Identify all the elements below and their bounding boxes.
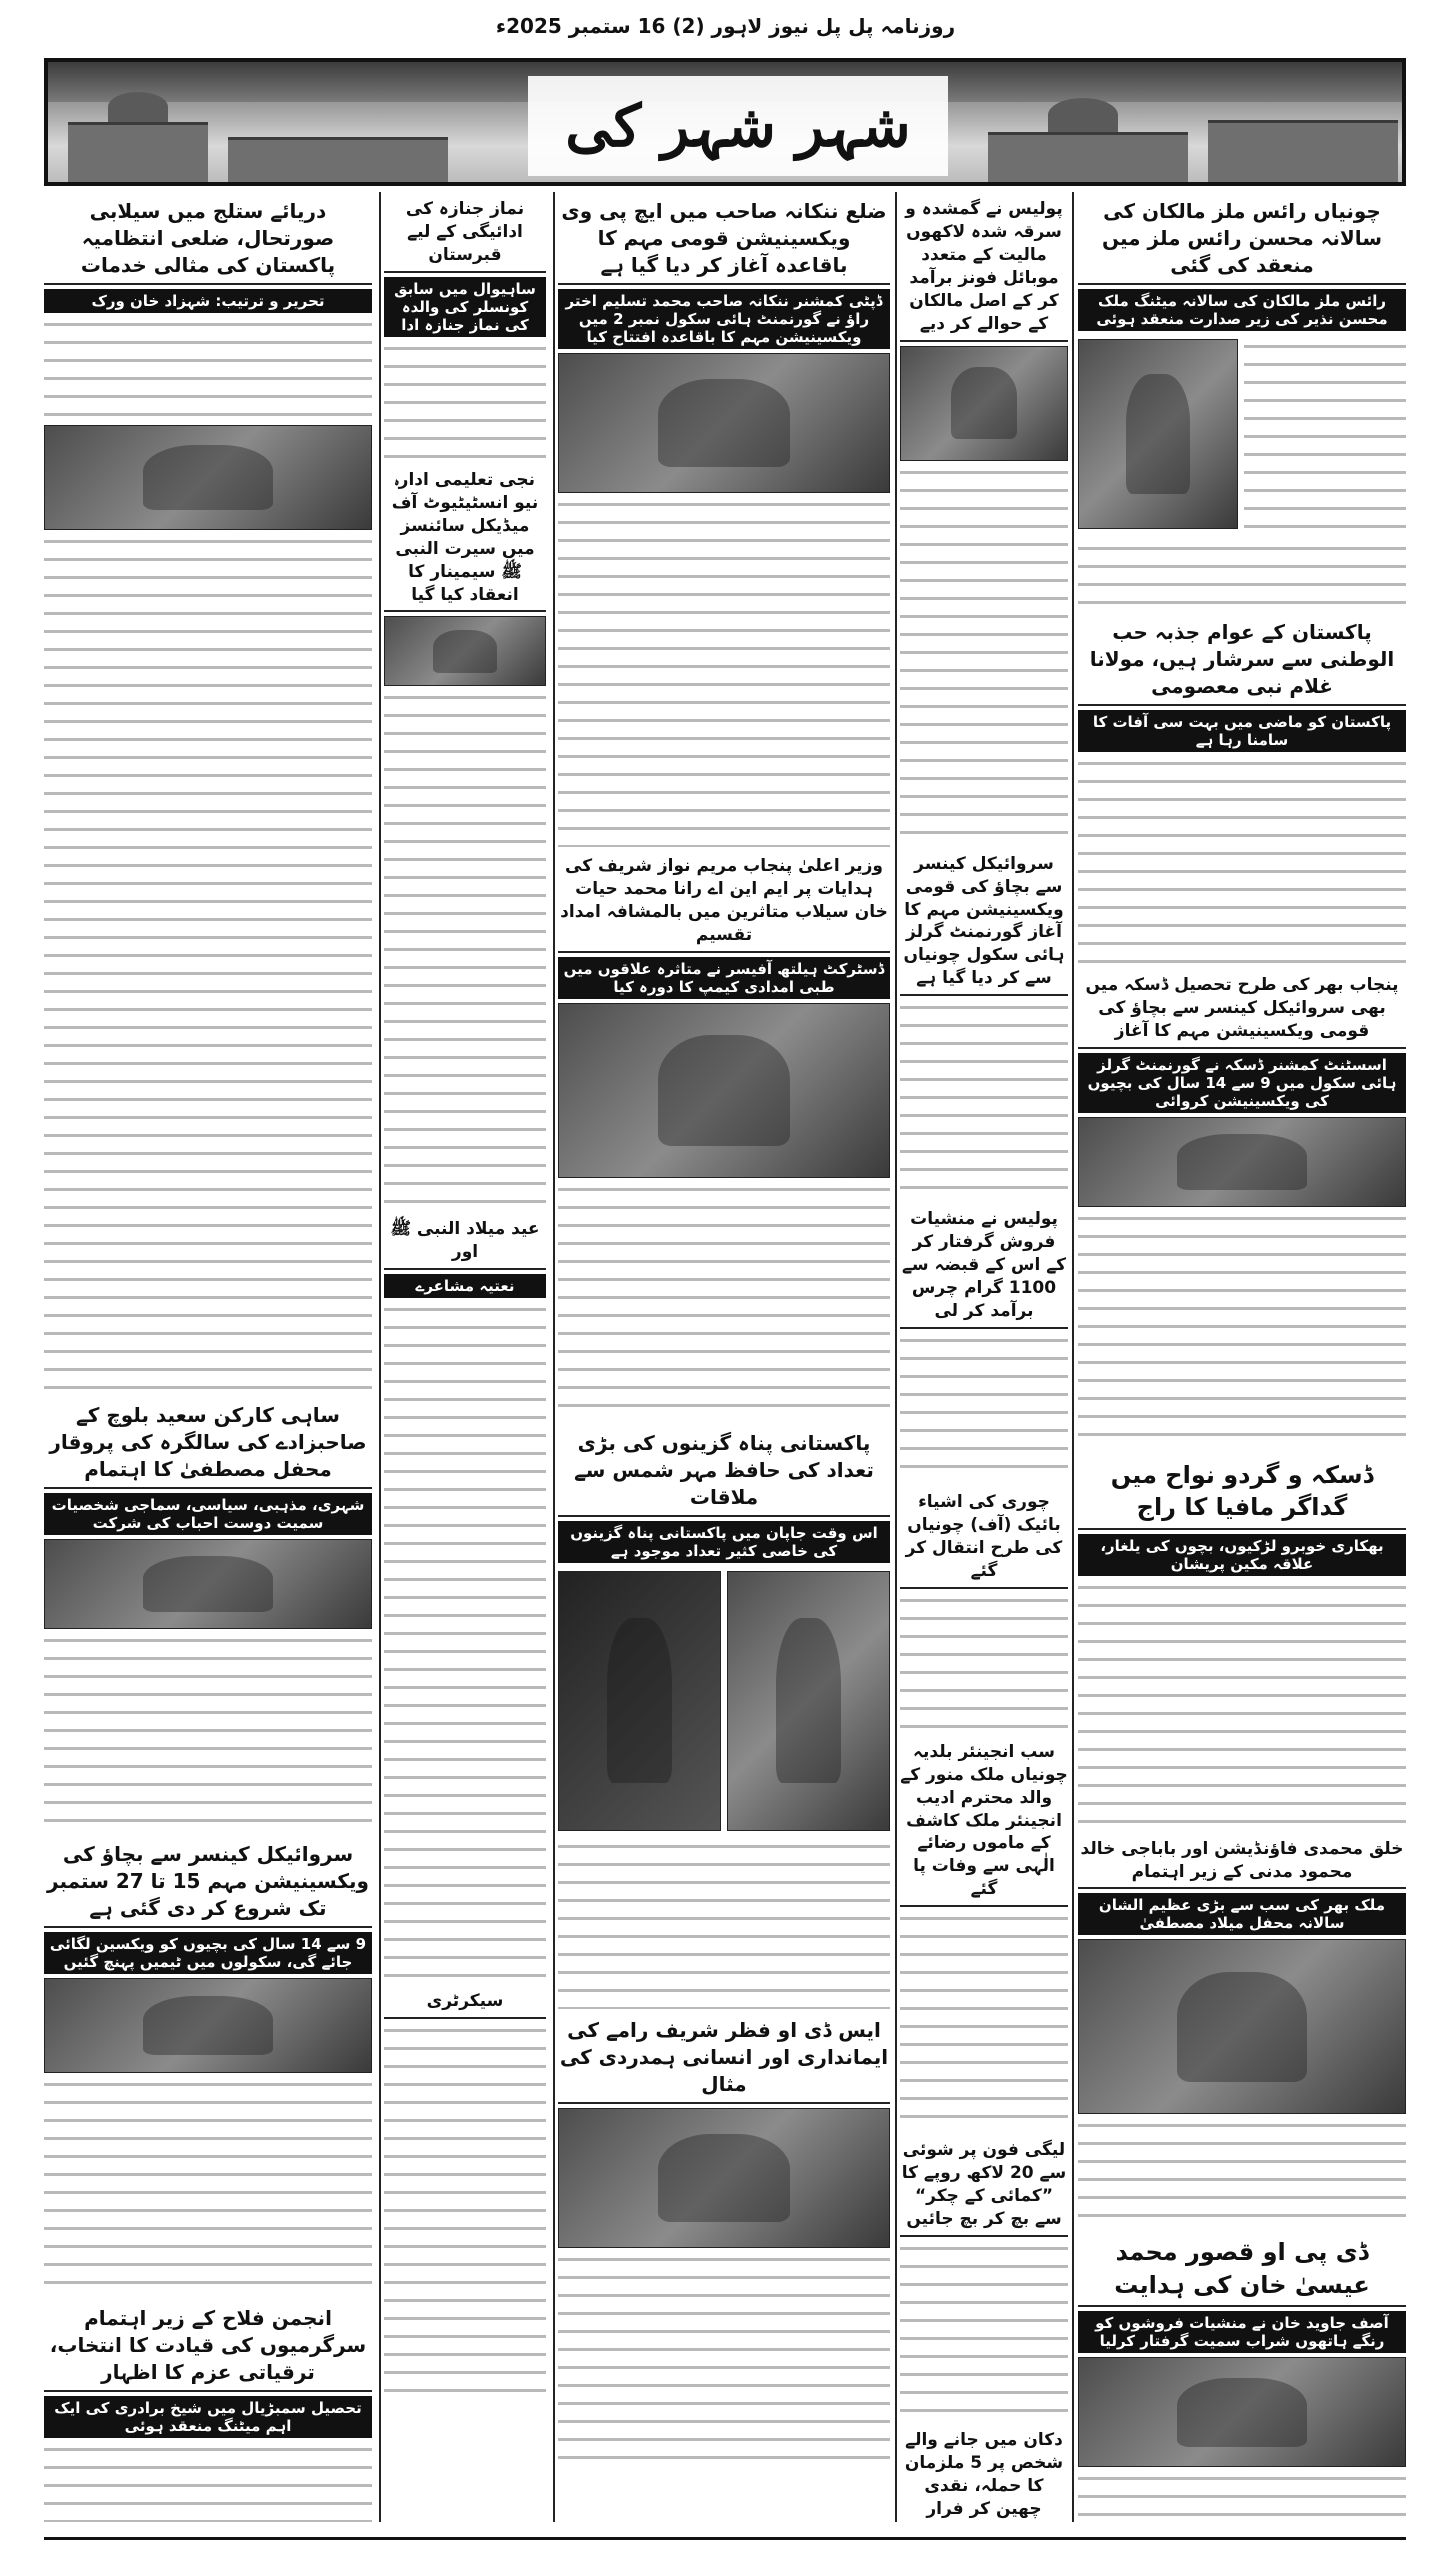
- headline: ڈسکہ و گردو نواح میں گداگر مافیا کا راج: [1078, 1459, 1406, 1530]
- headline: پاکستانی پناہ گزینوں کی بڑی تعداد کی حافظ مہر شمس سے ملاقات: [558, 1430, 890, 1517]
- dateline: روزنامہ پل پل نیوز لاہور (2) 16 ستمبر 2025ء: [495, 14, 956, 38]
- subheadline: نعتیہ مشاعرے: [384, 1274, 546, 1298]
- headline: پاکستان کے عوام جذبہ حب الوطنی سے سرشار ہیں، مولانا غلام نبی معصومی: [1078, 619, 1406, 706]
- subheadline: اس وقت جاپان میں پاکستانی پناہ گزینوں کی خاصی کثیر تعداد موجود ہے: [558, 1521, 890, 1563]
- headline: چوری کی اشیاء بائیک (آف) چونیاں کی طرح انتقال کر گئے: [900, 1491, 1068, 1589]
- news-photo: [558, 353, 890, 493]
- news-photo: [558, 1003, 890, 1178]
- column-5: [44, 192, 372, 2522]
- subheadline: آصف جاوید خان نے منشیات فروشوں کو رنگے ہاتھوں شراب سمیت گرفتار کرلیا: [1078, 2311, 1406, 2353]
- subheadline: ساہیوال میں سابق کونسلر کی والدہ کی نماز جنازہ ادا: [384, 277, 546, 337]
- headline: ایس ڈی او فظر شریف رامے کی ایمانداری اور انسانی ہمدردی کی مثال: [558, 2017, 890, 2104]
- subheadline: بھکاری خوبرو لڑکیوں، بچوں کی یلغار، علاقہ مکین پریشان: [1078, 1534, 1406, 1576]
- portrait-photo: [727, 1571, 890, 1831]
- subheadline: ملک بھر کی سب سے بڑی عظیم الشان سالانہ محفل میلاد مصطفیٰ: [1078, 1893, 1406, 1935]
- headline: دکان میں جانے والے شخص پر 5 ملزمان کا حملہ، نقدی چھین کر فرار: [900, 2429, 1068, 2522]
- subheadline: شہری، مذہبی، سیاسی، سماجی شخصیات سمیت دوست احباب کی شرکت: [44, 1493, 372, 1535]
- news-photo: [1078, 2357, 1406, 2467]
- news-photo: [1078, 339, 1238, 529]
- news-photo: [900, 346, 1068, 461]
- headline: نماز جنازہ کی ادائیگی کے لیے قبرستان: [384, 198, 546, 273]
- headline: پولیس نے منشیات فروش گرفتار کر کے اس کے قبضہ سے 1100 گرام چرس برآمد کر لی: [900, 1208, 1068, 1329]
- headline: سب انجینئر بلدیہ چونیاں ملک منور کے والد محترم ادیب انجینئر ملک کاشف کے ماموں رضائے الٰہی سے وفات پا گئے: [900, 1741, 1068, 1908]
- subheadline: رائس ملز مالکان کی سالانہ میٹنگ ملک محسن نذیر کی زیر صدارت منعقد ہوئی: [1078, 289, 1406, 331]
- headline: دریائے ستلج میں سیلابی صورتحال، ضلعی انتظامیہ پاکستان کی مثالی خدمات: [44, 198, 372, 285]
- headline: لیگی فون پر شوئی سے 20 لاکھ روپے کا ”کمائی کے چکر“ سے بچ کر بچ جائیں: [900, 2139, 1068, 2237]
- headline: پنجاب بھر کی طرح تحصیل ڈسکہ میں بھی سروائیکل کینسر سے بچاؤ کی قومی ویکسینیشن مہم کا آغاز: [1078, 974, 1406, 1049]
- news-photo: [44, 1539, 372, 1629]
- masthead-title: شہر شہر کی: [528, 76, 948, 176]
- subheadline: اسسٹنٹ کمشنر ڈسکہ نے گورنمنٹ گرلز ہائی سکول میں 9 سے 14 سال کی بچیوں کی ویکسینیشن کروائی: [1078, 1053, 1406, 1113]
- subheadline: ڈپٹی کمشنر ننکانہ صاحب محمد تسلیم اختر راؤ نے گورنمنٹ ہائی سکول نمبر 2 میں ویکسینیشن مہم کا باقاعدہ افتتاح کیا: [558, 289, 890, 349]
- masthead-banner: [44, 58, 1406, 186]
- passport-photo: [558, 1571, 721, 1831]
- headline: ڈی پی او قصور محمد عیسیٰ خان کی ہدایت: [1078, 2236, 1406, 2307]
- column-2: [900, 192, 1068, 2522]
- headline: سروائیکل کینسر سے بچاؤ کی ویکسینیشن مہم 15 تا 27 ستمبر تک شروع کر دی گئی ہے: [44, 1841, 372, 1928]
- subheadline: 9 سے 14 سال کی بچیوں کو ویکسین لگائی جائے گی، سکولوں میں ٹیمیں پہنچ گئیں: [44, 1932, 372, 1974]
- news-photo: [558, 2108, 890, 2248]
- subheadline: تحصیل سمبڑیال میں شیخ برادری کی ایک اہم میٹنگ منعقد ہوئی: [44, 2396, 372, 2438]
- column-3: [558, 192, 890, 2522]
- headline: خلق محمدی فاؤنڈیشن اور باباجی خالد محمود مدنی کے زیر اہتمام: [1078, 1838, 1406, 1890]
- news-photo: [1078, 1117, 1406, 1207]
- headline: نجی تعلیمی ادارہ نیو انسٹیٹیوٹ آف میڈیکل سائنسز میں سیرت النبی ﷺ سیمینار کا انعقاد کیا گیا: [384, 469, 546, 613]
- headline: پولیس نے گمشدہ و سرقہ شدہ لاکھوں مالیت کے متعدد موبائل فونز برآمد کر کے اصل مالکان کے حوالے کر دیے: [900, 198, 1068, 342]
- subheadline: پاکستان کو ماضی میں بہت سی آفات کا سامنا رہا ہے: [1078, 710, 1406, 752]
- headline: ضلع ننکانہ صاحب میں ایچ پی وی ویکسینیشن قومی مہم کا باقاعدہ آغاز کر دیا گیا ہے: [558, 198, 890, 285]
- headline: سروائیکل کینسر سے بچاؤ کی قومی ویکسینیشن مہم کا آغاز گورنمنٹ گرلز ہائی سکول چونیاں سے کر دیا گیا ہے: [900, 853, 1068, 997]
- column-1: [1078, 192, 1406, 2522]
- headline: عید میلاد النبی ﷺ اور: [384, 1218, 546, 1270]
- headline: ساہی کارکن سعید بلوچ کے صاحبزادے کی سالگرہ کی پروقار محفل مصطفیٰ کا اہتمام: [44, 1402, 372, 1489]
- news-photo: [44, 425, 372, 530]
- news-photo: [1078, 1939, 1406, 2114]
- headline: وزیر اعلیٰ پنجاب مریم نواز شریف کی ہدایات پر ایم این اے رانا محمد حیات خان سیلاب متاثرین میں بالمشافہ امداد تقسیم: [558, 855, 890, 953]
- news-photo: [384, 616, 546, 686]
- headline: انجمن فلاح کے زیر اہتمام سرگرمیوں کی قیادت کا انتخاب، ترقیاتی عزم کا اظہار: [44, 2305, 372, 2392]
- headline: چونیاں رائس ملز مالکان کی سالانہ محسن رائس ملز میں منعقد کی گئی: [1078, 198, 1406, 285]
- news-photo: [44, 1978, 372, 2073]
- headline: سیکرٹری: [384, 1990, 546, 2019]
- column-4: [384, 192, 546, 2522]
- subheadline: ڈسٹرکٹ ہیلتھ آفیسر نے متاثرہ علاقوں میں طبی امدادی کیمپ کا دورہ کیا: [558, 957, 890, 999]
- byline: تحریر و ترتیب: شہزاد خان ورک: [44, 289, 372, 313]
